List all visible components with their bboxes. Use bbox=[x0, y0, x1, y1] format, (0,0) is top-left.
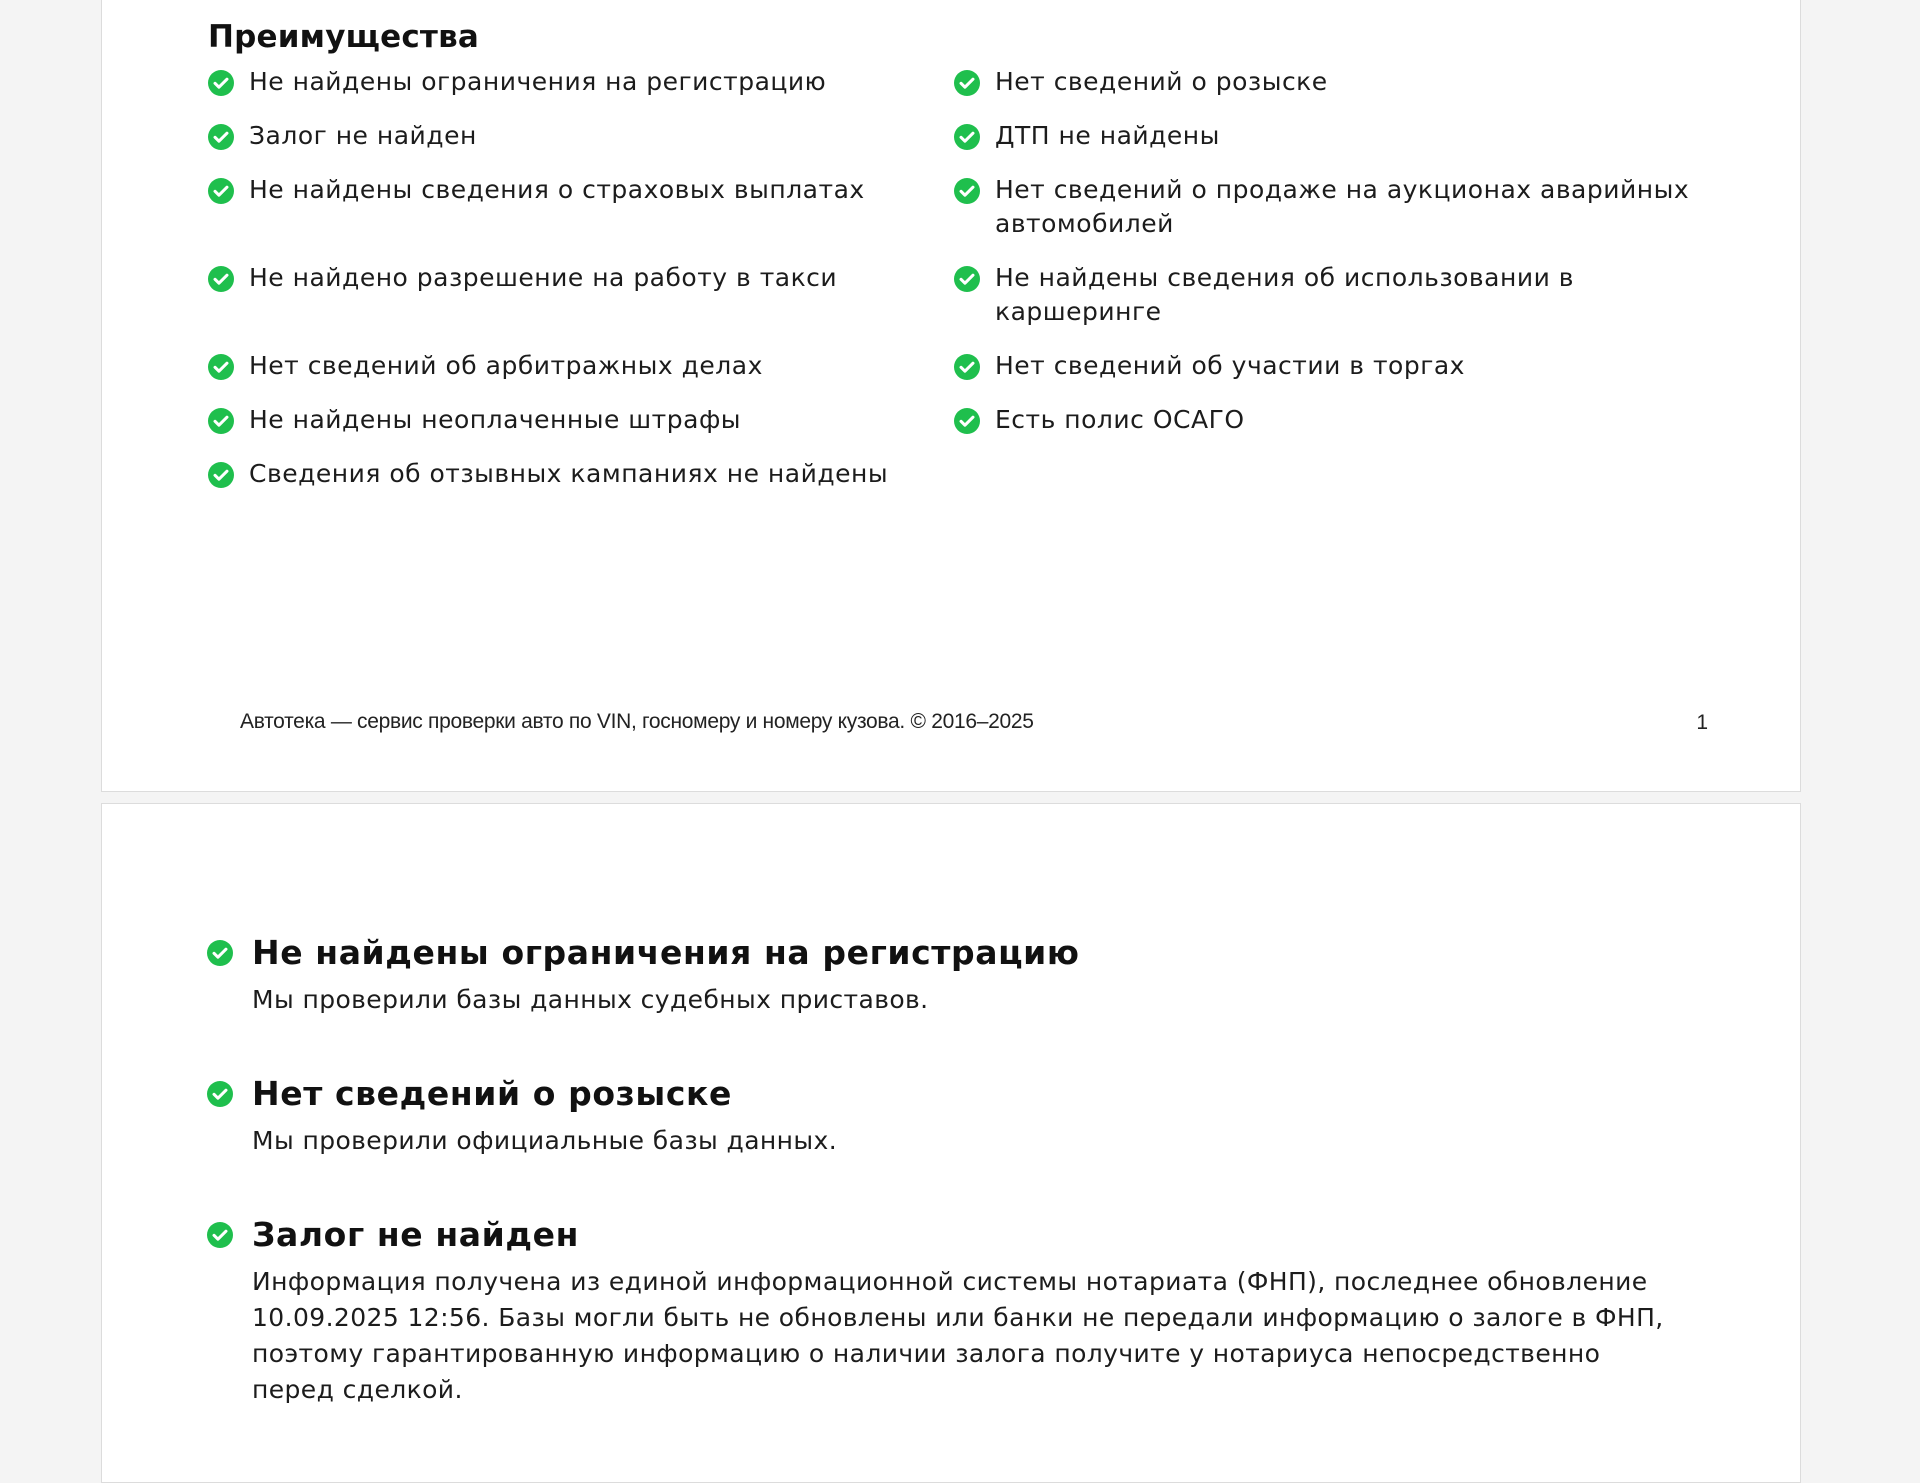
advantage-item bbox=[954, 349, 1714, 383]
advantage-text: Нет сведений о розыске bbox=[995, 67, 1328, 96]
advantage-item bbox=[208, 261, 928, 295]
advantage-item bbox=[954, 65, 1714, 99]
detail-title: Залог не найден bbox=[252, 1215, 579, 1254]
check-circle-icon bbox=[954, 266, 980, 292]
report-page-1 bbox=[101, 0, 1801, 792]
advantage-text: Не найдены сведения о страховых выплатах bbox=[249, 175, 865, 204]
check-circle-icon bbox=[954, 124, 980, 150]
detail-title: Нет сведений о розыске bbox=[252, 1074, 733, 1113]
check-circle-icon bbox=[208, 462, 234, 488]
report-page-2 bbox=[101, 803, 1801, 1483]
check-circle-icon bbox=[208, 354, 234, 380]
check-detail-wanted bbox=[207, 1073, 1677, 1159]
advantage-text: Нет сведений об арбитражных делах bbox=[249, 351, 763, 380]
advantage-item bbox=[208, 349, 928, 383]
advantage-text: Не найдено разрешение на работу в такси bbox=[249, 263, 838, 292]
advantages-list-right bbox=[954, 65, 1714, 457]
advantage-item bbox=[208, 457, 928, 491]
check-circle-icon bbox=[207, 1081, 233, 1107]
advantage-text: Не найдены неоплаченные штрафы bbox=[249, 405, 742, 434]
detail-text: Мы проверили базы данных судебных приставов. bbox=[252, 985, 929, 1014]
check-circle-icon bbox=[954, 408, 980, 434]
advantage-item bbox=[208, 119, 928, 153]
page-number: 1 bbox=[1696, 711, 1708, 734]
advantage-item bbox=[208, 173, 928, 207]
advantage-text: Залог не найден bbox=[249, 121, 477, 150]
check-circle-icon bbox=[208, 70, 234, 96]
advantage-text: Нет сведений о продаже на аукционах аварийных автомобилей bbox=[995, 175, 1690, 238]
advantage-text: Есть полис ОСАГО bbox=[995, 405, 1245, 434]
advantage-text: Нет сведений об участии в торгах bbox=[995, 351, 1465, 380]
advantage-item bbox=[954, 173, 1714, 241]
check-circle-icon bbox=[208, 124, 234, 150]
page-footer-text: Автотека — сервис проверки авто по VIN, госномеру и номеру кузова. © 2016–2025 bbox=[240, 710, 1034, 733]
advantage-item bbox=[954, 403, 1714, 437]
detail-title: Не найдены ограничения на регистрацию bbox=[252, 933, 1080, 972]
check-circle-icon bbox=[954, 70, 980, 96]
check-circle-icon bbox=[208, 266, 234, 292]
advantage-item bbox=[208, 65, 928, 99]
check-detail-registration bbox=[207, 932, 1677, 1018]
check-circle-icon bbox=[207, 940, 233, 966]
advantage-text: Сведения об отзывных кампаниях не найдены bbox=[249, 459, 889, 488]
advantage-item bbox=[954, 261, 1714, 329]
advantage-item bbox=[208, 403, 928, 437]
advantage-text: Не найдены ограничения на регистрацию bbox=[249, 67, 827, 96]
advantages-list-left bbox=[208, 65, 928, 511]
check-circle-icon bbox=[208, 178, 234, 204]
advantage-text: Не найдены сведения об использовании в каршеринге bbox=[995, 263, 1575, 326]
advantages-title: Преимущества bbox=[208, 19, 480, 55]
check-detail-pledge bbox=[207, 1214, 1677, 1408]
check-circle-icon bbox=[954, 178, 980, 204]
check-circle-icon bbox=[208, 408, 234, 434]
check-circle-icon bbox=[954, 354, 980, 380]
advantage-text: ДТП не найдены bbox=[995, 121, 1220, 150]
check-circle-icon bbox=[207, 1222, 233, 1248]
detail-text: Информация получена из единой информационной системы нотариата (ФНП), последнее обновление 10.09.2025 12:56. Базы могли быть не обновлены или банки не передали информацию о залоге в ФНП, поэтому гарантированную информацию о наличии залога получите у нотариуса непосредственно перед сделкой. bbox=[252, 1267, 1664, 1404]
detail-text: Мы проверили официальные базы данных. bbox=[252, 1126, 838, 1155]
advantage-item bbox=[954, 119, 1714, 153]
